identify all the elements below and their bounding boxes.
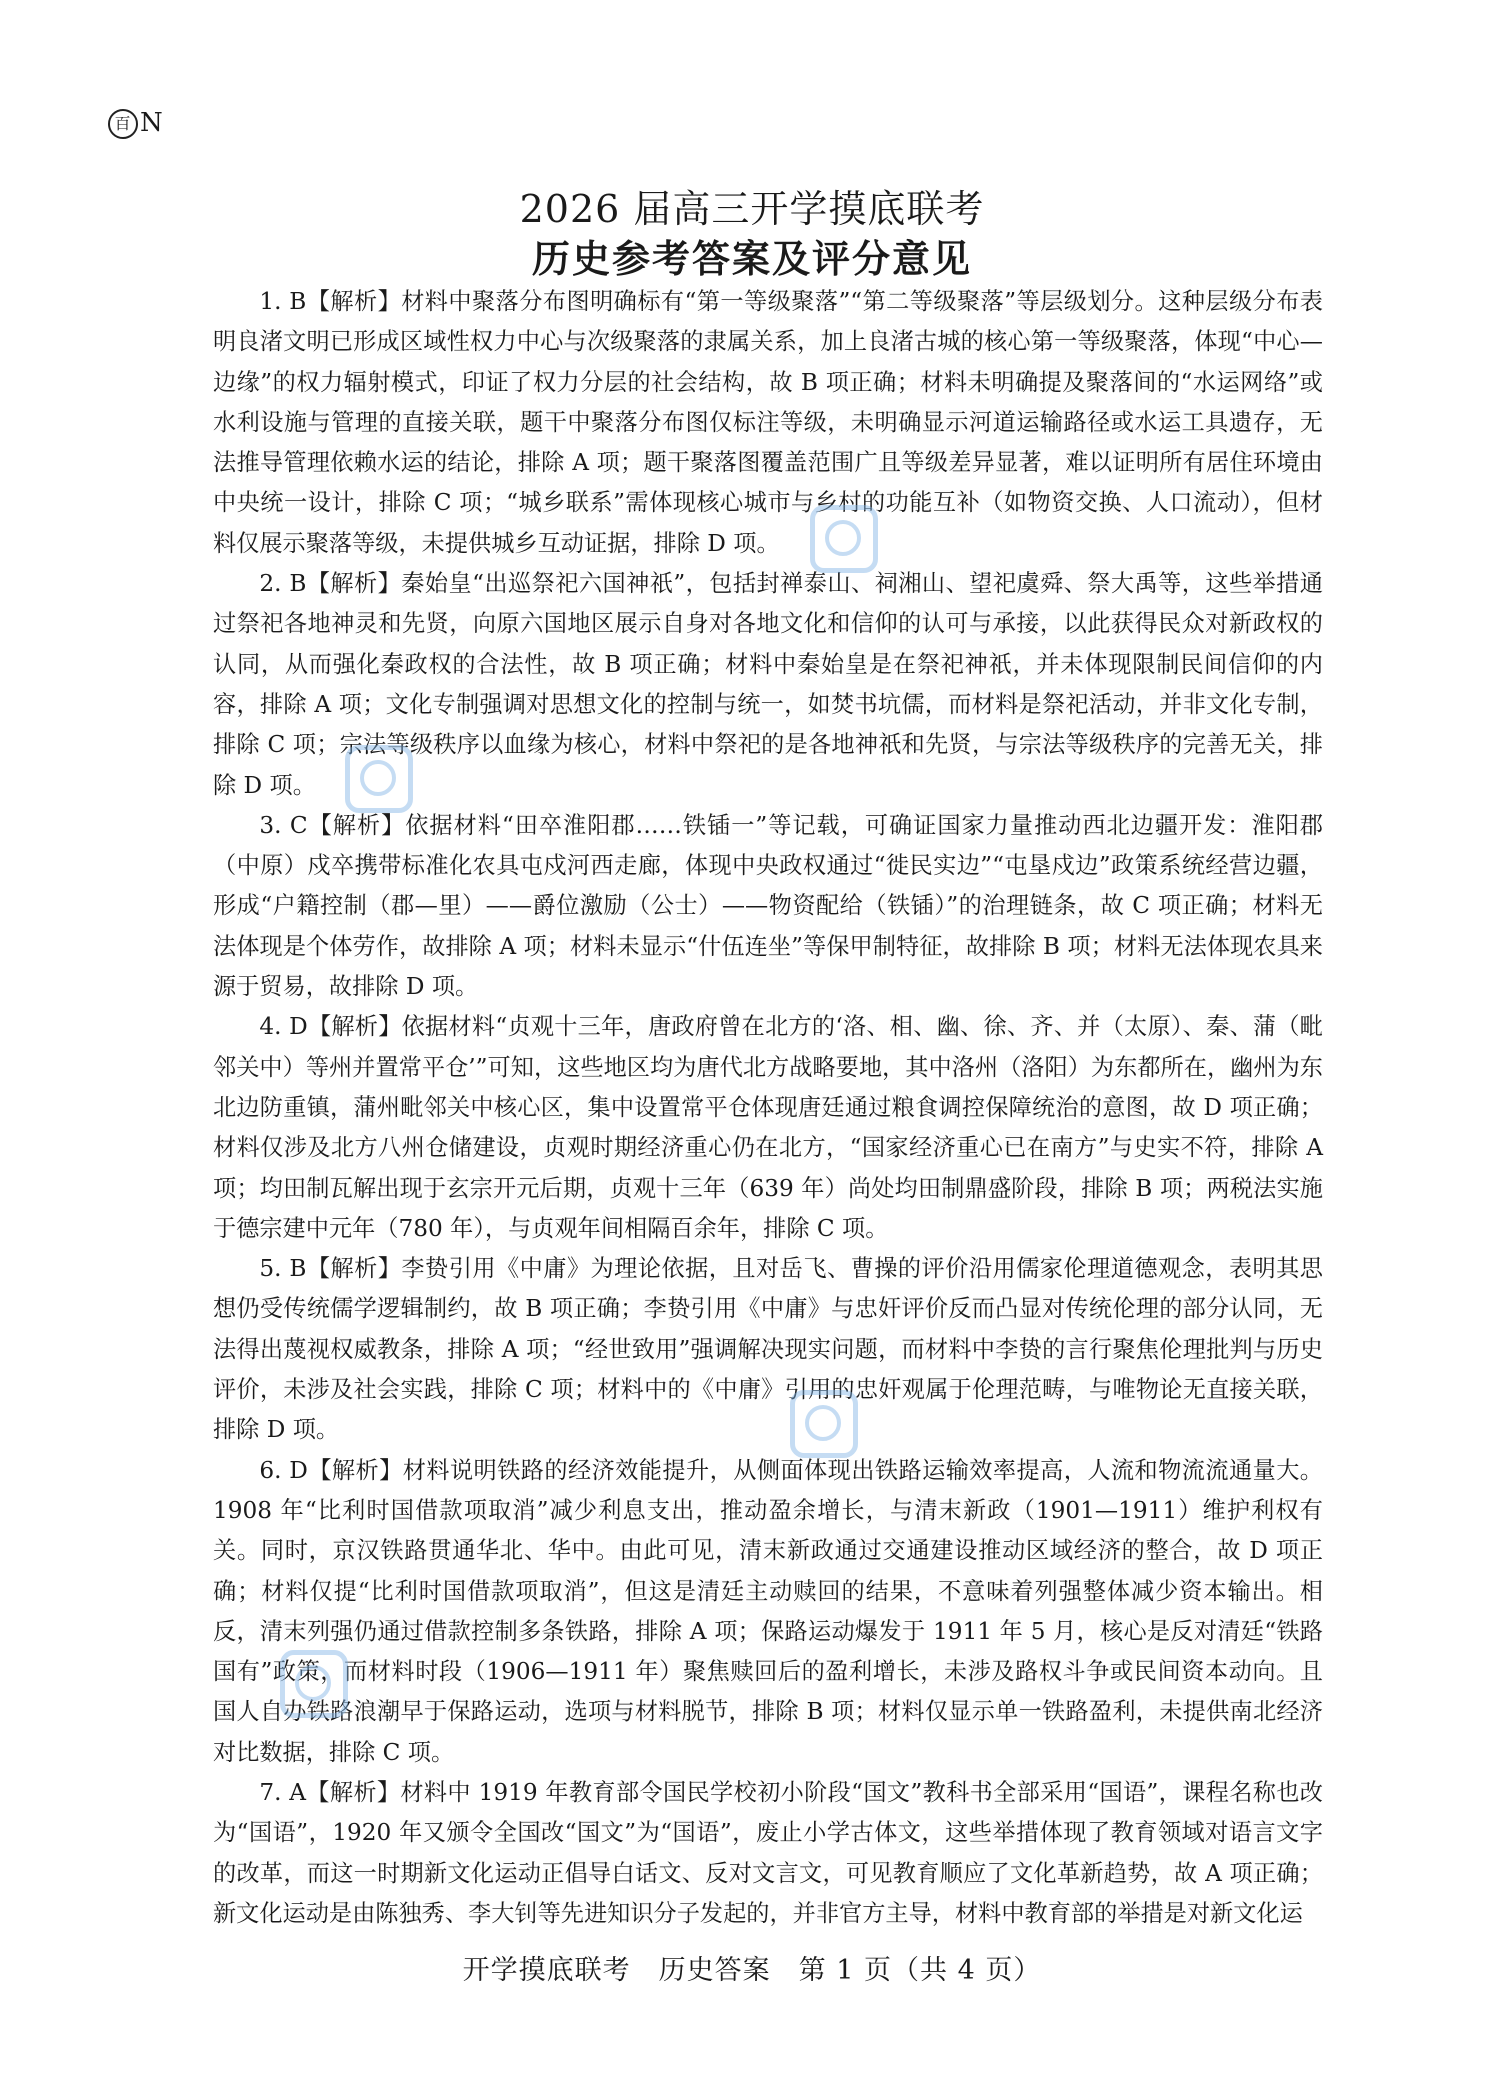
page-footer: 开学摸底联考 历史答案 第 1 页（共 4 页） bbox=[462, 1955, 1042, 1986]
answer-item-4: 4. D【解析】依据材料“贞观十三年，唐政府曾在北方的‘洛、相、幽、徐、齐、并（太原）、秦、蒲（毗邻关中）等州并置常平仓’”可知，这些地区均为唐代北方战略要地，其中洛州（洛阳）为东都所在，幽州为东北边防重镇，蒲州毗邻关中核心区，集中设置常平仓体现唐廷通过粮食调控保障统治的意图，故 D 项正确；材料仅涉及北方八州仓储建设，贞观时期经济重心仍在北方，“国家经济重心已在南方”与史实不符，排除 A 项；均田制瓦解出现于玄宗开元后期，贞观十三年（639 年）尚处均田制鼎盛阶段，排除 B 项；两税法实施于德宗建中元年（780 年），与贞观年间相隔百余年，排除 C 项。 bbox=[213, 1013, 1323, 1242]
watermark-logo-icon bbox=[810, 505, 878, 573]
corner-mark-letter: N bbox=[140, 108, 164, 138]
corner-mark bbox=[108, 108, 164, 139]
answer-item-6: 6. D【解析】材料说明铁路的经济效能提升，从侧面体现出铁路运输效率提高，人流和物流流通量大。1908 年“比利时国借款项取消”减少利息支出，推动盈余增长，与清末新政（1901—1911）维护利权有关。同时，京汉铁路贯通华北、华中。由此可见，清末新政通过交通建设推动区域经济的整合，故 D 项正确；材料仅提“比利时国借款项取消”，但这是清廷主动赎回的结果，不意味着列强整体减少资本输出。相反，清末列强仍通过借款控制多条铁路，排除 A 项；保路运动爆发于 1911 年 5 月，核心是反对清廷“铁路国有”政策，而材料时段（1906—1911 年）聚焦赎回后的盈利增长，未涉及路权斗争或民间资本动向。且国人自办铁路浪潮早于保路运动，选项与材料脱节，排除 B 项；材料仅显示单一铁路盈利，未提供南北经济对比数据，排除 C 项。 bbox=[213, 1456, 1323, 1766]
answer-item-1: 1. B【解析】材料中聚落分布图明确标有“第一等级聚落”“第二等级聚落”等层级划分。这种层级分布表明良渚文明已形成区域性权力中心与次级聚落的隶属关系，加上良渚古城的核心第一等级聚落，体现“中心—边缘”的权力辐射模式，印证了权力分层的社会结构，故 B 项正确；材料未明确提及聚落间的“水运网络”或水利设施与管理的直接关联，题干中聚落分布图仅标注等级，未明确显示河道运输路径或水运工具遗存，无法推导管理依赖水运的结论，排除 A 项；题干聚落图覆盖范围广且等级差异显著，难以证明所有居住环境由中央统一设计，排除 C 项；“城乡联系”需体现核心城市与乡村的功能互补（如物资交换、人口流动），但材料仅展示聚落等级，未提供城乡互动证据，排除 D 项。 bbox=[213, 288, 1323, 557]
watermark-logo-icon bbox=[345, 745, 413, 813]
answer-content bbox=[213, 282, 1323, 1934]
answer-item-5: 5. B【解析】李贽引用《中庸》为理论依据，且对岳飞、曹操的评价沿用儒家伦理道德观念，表明其思想仍受传统儒学逻辑制约，故 B 项正确；李贽引用《中庸》与忠奸评价反而凸显对传统伦理的部分认同，无法得出蔑视权威教条，排除 A 项；“经世致用”强调解决现实问题，而材料中李贽的言行聚焦伦理批判与历史评价，未涉及社会实践，排除 C 项；材料中的《中庸》引用的忠奸观属于伦理范畴，与唯物论无直接关联，排除 D 项。 bbox=[213, 1255, 1323, 1444]
corner-mark-circle: 百 bbox=[108, 109, 138, 139]
answer-item-2: 2. B【解析】秦始皇“出巡祭祀六国神祇”，包括封禅泰山、祠湘山、望祀虞舜、祭大禹等，这些举措通过祭祀各地神灵和先贤，向原六国地区展示自身对各地文化和信仰的认可与承接，以此获得民众对新政权的认同，从而强化秦政权的合法性，故 B 项正确；材料中秦始皇是在祭祀神祇，并未体现限制民间信仰的内容，排除 A 项；文化专制强调对思想文化的控制与统一，如焚书坑儒，而材料是祭祀活动，并非文化专制，排除 C 项；宗法等级秩序以血缘为核心，材料中祭祀的是各地神祇和先贤，与宗法等级秩序的完善无关，排除 D 项。 bbox=[213, 570, 1323, 799]
watermark-logo-icon bbox=[790, 1390, 858, 1458]
answer-item-3: 3. C【解析】依据材料“田卒淮阳郡……铁锸一”等记载，可确证国家力量推动西北边疆开发：淮阳郡（中原）戍卒携带标准化农具屯戍河西走廊，体现中央政权通过“徙民实边”“屯垦戍边”政策系统经营边疆，形成“户籍控制（郡—里）——爵位激励（公士）——物资配给（铁锸）”的治理链条，故 C 项正确；材料无法体现是个体劳作，故排除 A 项；材料未显示“什伍连坐”等保甲制特征，故排除 B 项；材料无法体现农具来源于贸易，故排除 D 项。 bbox=[213, 811, 1323, 1001]
document-title: 历史参考答案及评分意见 bbox=[531, 237, 972, 281]
exam-title: 2026 届高三开学摸底联考 bbox=[519, 187, 985, 231]
answer-item-7: 7. A【解析】材料中 1919 年教育部令国民学校初小阶段“国文”教科书全部采用“国语”，课程名称也改为“国语”，1920 年又颁令全国改“国文”为“国语”，废止小学古体文，这些举措体现了教育领域对语言文字的改革，而这一时期新文化运动正倡导白话文、反对文言文，可见教育顺应了文化革新趋势，故 A 项正确；新文化运动是由陈独秀、李大钊等先进知识分子发起的，并非官方主导，材料中教育部的举措是对新文化运 bbox=[213, 1778, 1323, 1927]
watermark-logo-icon bbox=[280, 1650, 348, 1718]
